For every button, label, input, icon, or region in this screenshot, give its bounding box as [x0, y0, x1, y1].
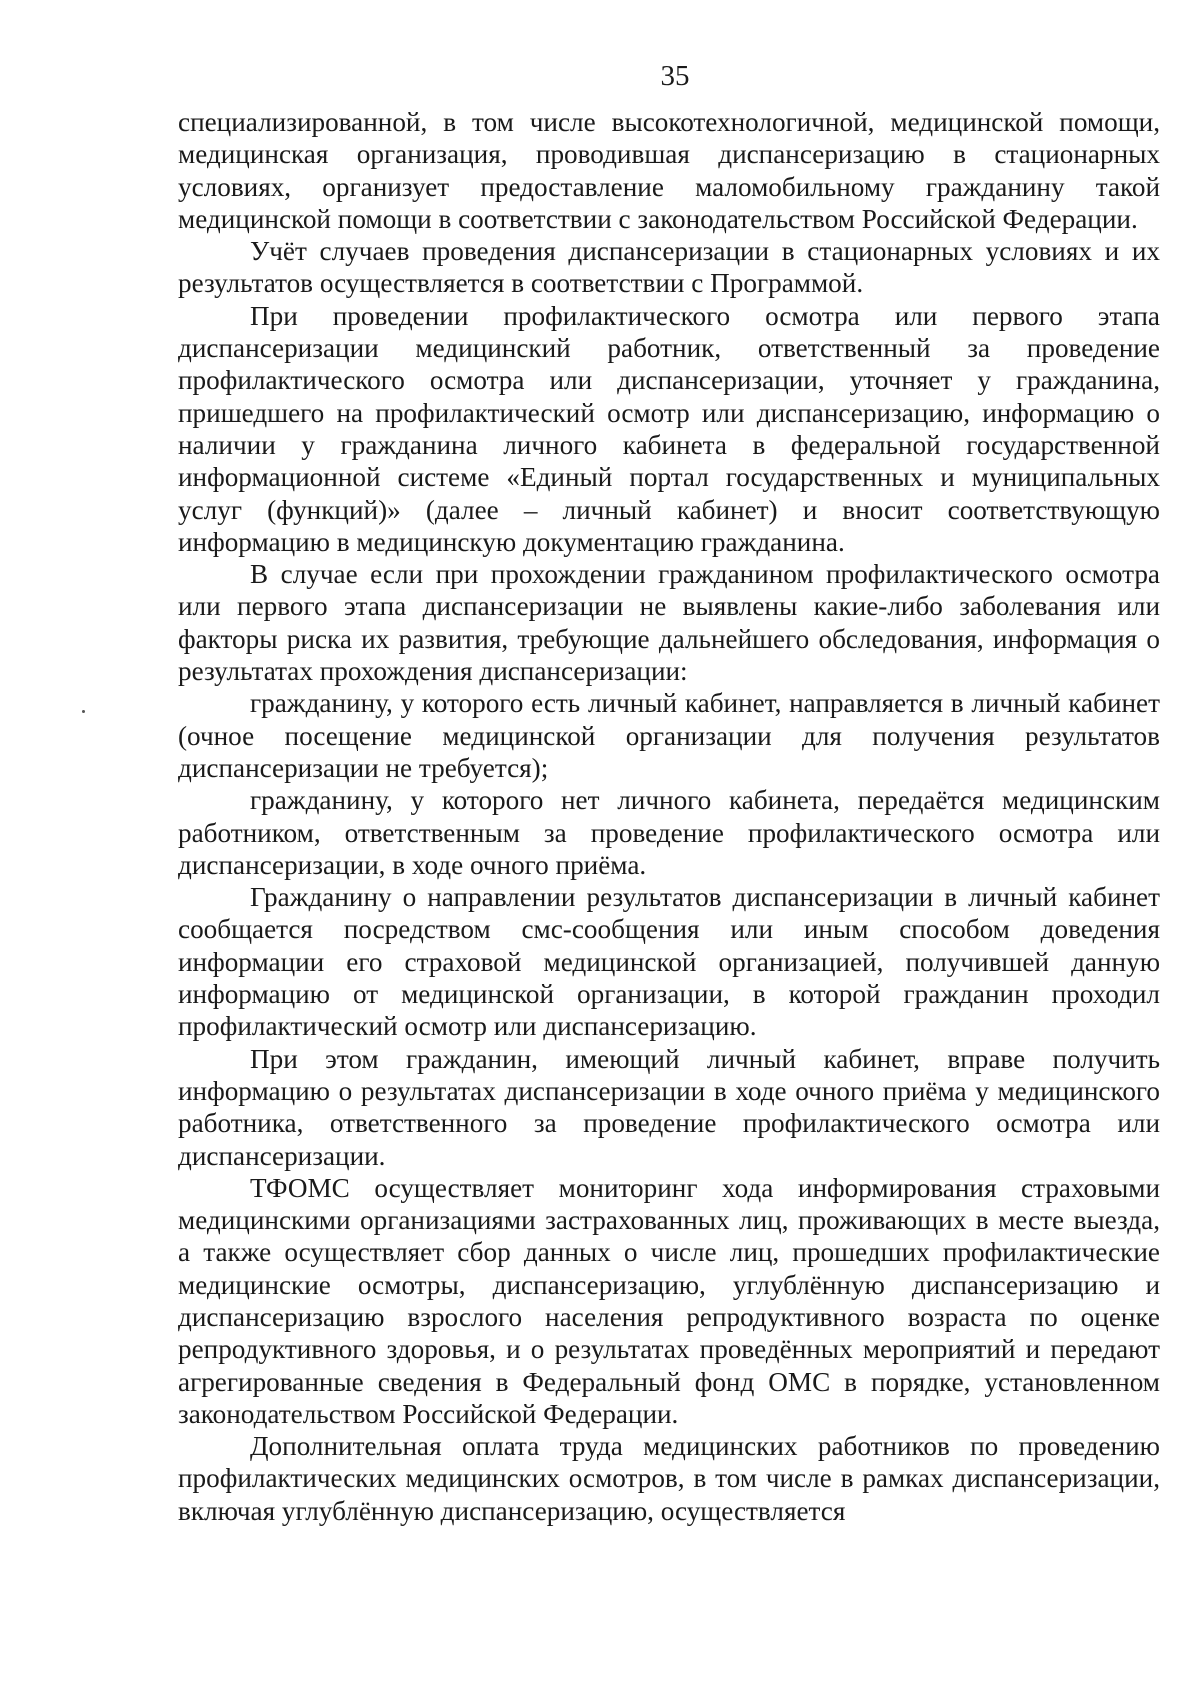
paragraph: При проведении профилактического осмотра или первого этапа диспансеризации медицинский работник, ответственный за проведение профилактического осмотра или диспансеризации, уточняет у гражданина, пришедшего на профилактический осмотр или диспансеризацию, информацию о наличии у гражданина личного кабинета в федеральной государственной информационной системе «Единый портал государственных и муниципальных услуг (функций)» (далее – личный кабинет) и вносит соответствующую информацию в медицинскую документацию гражданина. [178, 300, 1160, 557]
paragraph: При этом гражданин, имеющий личный кабинет, вправе получить информацию о результатах диспансеризации в ходе очного приёма у медицинского работника, ответственного за проведение профилактического осмотра или диспансеризации. [178, 1043, 1160, 1171]
paragraph-continuation: специализированной, в том числе высокотехнологичной, медицинской помощи, медицинская организация, проводившая диспансеризацию в стационарных условиях, организует предоставление маломобильному гражданину такой медицинской помощи в соответствии с законодательством Российской Федерации. [178, 107, 1160, 234]
paragraph: Гражданину о направлении результатов диспансеризации в личный кабинет сообщается посредством смс-сообщения или иным способом доведения информации его страховой медицинской организацией, получившей данную информацию от медицинской организации, в которой гражданин проходил профилактический осмотр или диспансеризацию. [178, 882, 1160, 1042]
paragraph: Учёт случаев проведения диспансеризации в стационарных условиях и их результатов осуществляется в соответствии с Программой. [178, 236, 1160, 299]
paragraph: Дополнительная оплата труда медицинских работников по проведению профилактических медицинских осмотров, в том числе в рамках диспансеризации, включая углублённую диспансеризацию, осуществляется [178, 1431, 1160, 1526]
body-text [178, 106, 1160, 1527]
paragraph: гражданину, у которого нет личного кабинета, передаётся медицинским работником, ответственным за проведение профилактического осмотра или диспансеризации, в ходе очного приёма. [178, 785, 1160, 880]
paragraph: гражданину, у которого есть личный кабинет, направляется в личный кабинет (очное посещение медицинской организации для получения результатов диспансеризации не требуется); [178, 688, 1160, 783]
scan-speck [82, 710, 85, 713]
paragraph: ТФОМС осуществляет мониторинг хода информирования страховыми медицинскими организациями застрахованных лиц, проживающих в месте выезда, а также осуществляет сбор данных о числе лиц, прошедших профилактические медицинские осмотры, диспансеризацию, углублённую диспансеризацию и диспансеризацию взрослого населения репродуктивного возраста по оценке репродуктивного здоровья, и о результатах проведённых мероприятий и передают агрегированные сведения в Федеральный фонд ОМС в порядке, установленном законодательством Российской Федерации. [178, 1172, 1160, 1429]
page-number: 35 [660, 60, 690, 92]
paragraph: В случае если при прохождении гражданином профилактического осмотра или первого этапа диспансеризации не выявлены какие-либо заболевания или факторы риска их развития, требующие дальнейшего обследования, информация о результатах прохождения диспансеризации: [178, 559, 1160, 687]
